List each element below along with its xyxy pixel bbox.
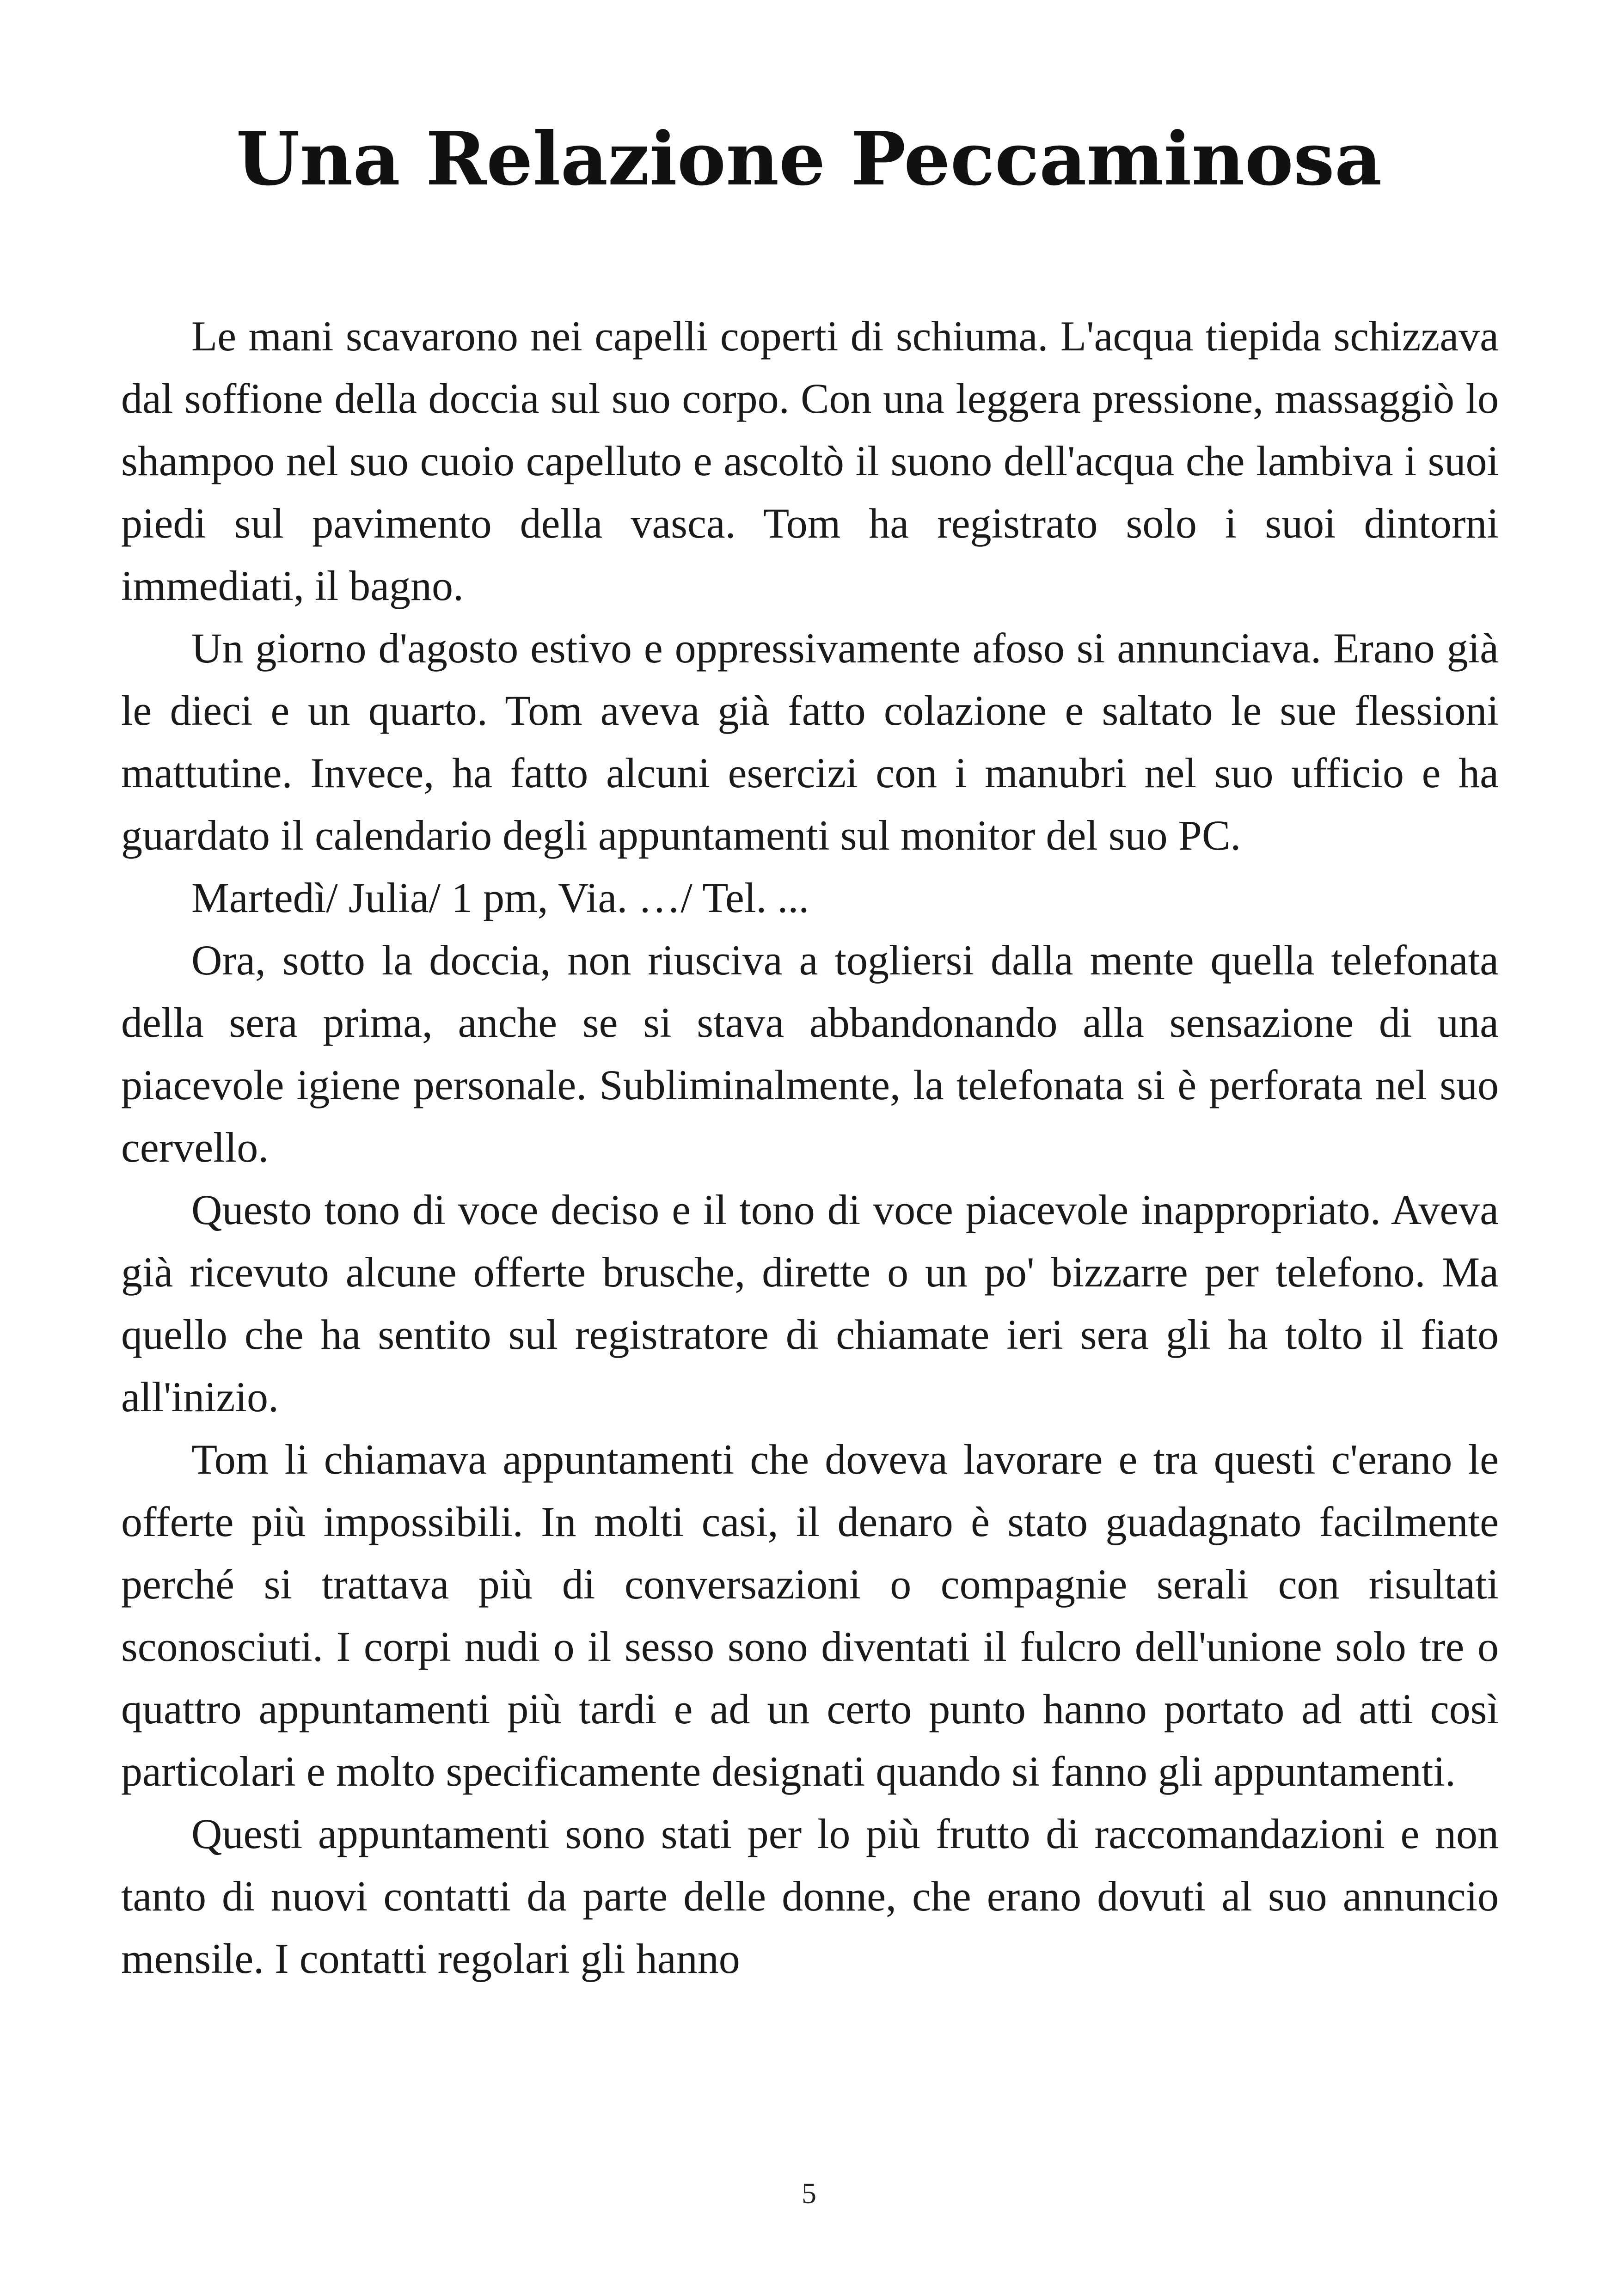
- body-text: [121, 305, 1499, 1990]
- paragraph: Un giorno d'agosto estivo e oppressivamente afoso si annunciava. Erano già le dieci e un quarto. Tom aveva già fatto colazione e saltato le sue flessioni mattutine. Invece, ha fatto alcuni esercizi con i manubri nel suo ufficio e ha guardato il calendario degli appuntamenti sul monitor del suo PC.: [121, 625, 1499, 859]
- paragraph: Ora, sotto la doccia, non riusciva a togliersi dalla mente quella telefonata della sera prima, anche se si stava abbandonando alla sensazione di una piacevole igiene personale. Subliminalmente, la telefonata si è perforata nel suo cervello.: [121, 937, 1499, 1171]
- page-title: Una Relazione Peccaminosa: [236, 116, 1382, 202]
- paragraph: Questo tono di voce deciso e il tono di voce piacevole inappropriato. Aveva già ricevuto alcune offerte brusche, dirette o un po' bizzarre per telefono. Ma quello che ha sentito sul registratore di chiamate ieri sera gli ha tolto il fiato all'inizio.: [121, 1186, 1499, 1420]
- paragraph: Le mani scavarono nei capelli coperti di schiuma. L'acqua tiepida schizzava dal soffione della doccia sul suo corpo. Con una leggera pressione, massaggiò lo shampoo nel suo cuoio capelluto e ascoltò il suono dell'acqua che lambiva i suoi piedi sul pavimento della vasca. Tom ha registrato solo i suoi dintorni immediati, il bagno.: [121, 312, 1499, 609]
- paragraph: Tom li chiamava appuntamenti che doveva lavorare e tra questi c'erano le offerte più impossibili. In molti casi, il denaro è stato guadagnato facilmente perché si trattava più di conversazioni o compagnie serali con risultati sconosciuti. I corpi nudi o il sesso sono diventati il fulcro dell'unione solo tre o quattro appuntamenti più tardi e ad un certo punto hanno portato ad atti così particolari e molto specificamente designati quando si fanno gli appuntamenti.: [121, 1436, 1499, 1795]
- paragraph: Martedì/ Julia/ 1 pm, Via. …/ Tel. ...: [191, 874, 809, 921]
- page-number: 5: [802, 2177, 816, 2210]
- paragraph: Questi appuntamenti sono stati per lo più frutto di raccomandazioni e non tanto di nuovi contatti da parte delle donne, che erano dovuti al suo annuncio mensile. I contatti regolari gli hanno: [121, 1810, 1499, 1982]
